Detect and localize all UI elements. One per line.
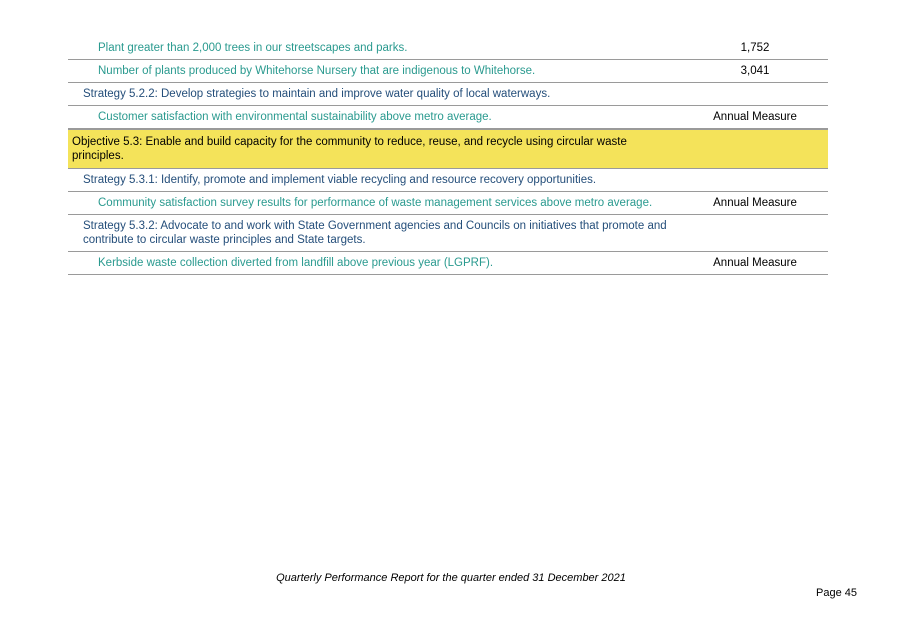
indicator-row	[68, 37, 828, 60]
indicator-text: Number of plants produced by Whitehorse Nursery that are indigenous to Whitehorse.	[98, 65, 536, 77]
strategy-row	[68, 215, 828, 252]
indicator-text: Kerbside waste collection diverted from landfill above previous year (LGPRF).	[98, 257, 494, 269]
indicator-row	[68, 192, 828, 215]
indicator-value: Annual Measure	[713, 257, 797, 269]
indicator-value: Annual Measure	[713, 197, 797, 209]
strategy-row	[68, 83, 828, 106]
report-footer-caption: Quarterly Performance Report for the quarter ended 31 December 2021	[276, 572, 626, 584]
indicator-text: Customer satisfaction with environmental sustainability above metro average.	[98, 111, 492, 123]
strategy-text: Strategy 5.3.1: Identify, promote and implement viable recycling and resource recovery opportunities.	[83, 174, 597, 186]
indicator-row	[68, 60, 828, 83]
strategy-row	[68, 169, 828, 192]
strategy-text: Strategy 5.2.2: Develop strategies to maintain and improve water quality of local waterways.	[83, 88, 551, 100]
indicator-text: Plant greater than 2,000 trees in our streetscapes and parks.	[98, 42, 408, 54]
indicator-row	[68, 106, 828, 129]
indicator-row	[68, 252, 828, 275]
performance-table	[68, 37, 828, 275]
indicator-value: 1,752	[740, 42, 770, 54]
indicator-text: Community satisfaction survey results for performance of waste management services above metro average.	[98, 197, 653, 209]
strategy-text: Strategy 5.3.2: Advocate to and work with State Government agencies and Councils on initiatives that promote and contribute to circular waste principles and State targets.	[83, 220, 667, 246]
indicator-value: 3,041	[740, 65, 770, 77]
objective-text: Objective 5.3: Enable and build capacity for the community to reduce, reuse, and recycle using circular waste principles.	[72, 136, 627, 162]
page-number: Page 45	[816, 587, 857, 599]
indicator-value: Annual Measure	[713, 111, 797, 123]
objective-row	[68, 129, 828, 169]
